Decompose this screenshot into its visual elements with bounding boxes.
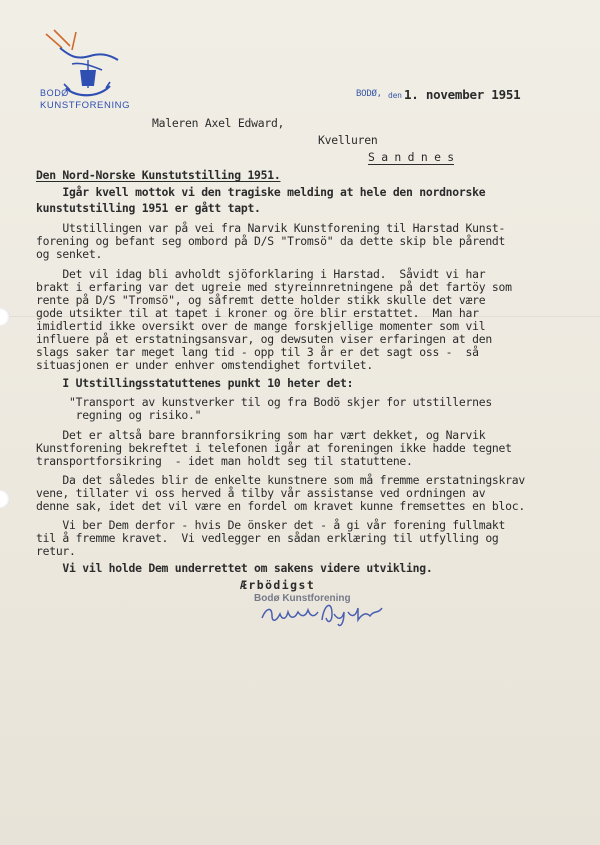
logo-text-line1: BODØ (40, 88, 69, 98)
body-line: denne sak, idet det vil være en fordel om kravet kunne fremsettes en bloc. (36, 499, 525, 513)
stamp: Bodø Kunstforening (254, 593, 351, 604)
body-line: Utstillingen var på vei fra Narvik Kunstforening til Harstad Kunst- (36, 221, 506, 235)
punch-hole (0, 490, 10, 508)
body-line: situasjonen er under enhver omstendighet fortvilet. (36, 358, 373, 372)
logo-text-line2: KUNSTFORENING (40, 100, 131, 111)
date-place: BODØ, (356, 89, 382, 99)
body-line: imidlertid ikke oversikt over de mange forskjellige momenter som vil (36, 319, 486, 333)
body-line: vene, tillater vi oss herved å tilby vår assistanse ved ordningen av (36, 486, 486, 500)
body-line: slags saker tar meget lang tid - opp til 3 år er det sagt oss - så (36, 345, 479, 359)
body-line: forening og befant seg ombord på D/S "Tromsö" da dette skip ble pårendt (36, 234, 506, 248)
body-line: Det vil idag bli avholdt sjöforklaring i Harstad. Såvidt vi har (36, 267, 486, 281)
body-line: og senket. (36, 247, 103, 261)
body-line: influere på et erstatningsansvar, og dewsuten viser erfaringen at den (36, 332, 492, 346)
body-line: transportforsikring - idet man holdt seg til statuttene. (36, 454, 413, 468)
body-line: til å fremme kravet. Vi vedlegger en sådan erklæring til utfylling og (36, 531, 499, 545)
closing: Ærbödigst (240, 578, 316, 592)
date-den: den (388, 91, 402, 100)
body-line: Det er altså bare brannforsikring som har vært dekket, og Narvik (36, 428, 486, 442)
body-line: Vi vil holde Dem underrettet om sakens videre utvikling. (36, 561, 433, 575)
body-line: retur. (36, 544, 76, 558)
body-line: kunstutstilling 1951 er gått tapt. (36, 201, 261, 215)
body-line: Igår kvell mottok vi den tragiske melding at hele den nordnorske (36, 185, 486, 199)
quote-line: regning og risiko." (36, 408, 202, 422)
body-line: I Utstillingsstatuttenes punkt 10 heter det: (36, 376, 354, 390)
recipient-city: S a n d n e s (368, 150, 454, 164)
body-line: rente på D/S "Tromsö", og såfremt dette holder stikk skulle det være (36, 293, 486, 307)
body-line: Vi ber Dem derfor - hvis De önsker det - å gi vår forening fullmakt (36, 518, 506, 532)
body-line: brakt i erfaring var det ugreie med styreinnretningene på det fartöy som (36, 280, 512, 294)
quote-line: "Transport av kunstverker til og fra Bodö skjer for utstillernes (36, 395, 492, 409)
handwritten-signature (258, 594, 398, 630)
body-line: Kunstforening bekreftet i telefonen igår at foreningen ikke hadde tegnet (36, 441, 512, 455)
subject-line: Den Nord-Norske Kunstutstilling 1951. (36, 168, 281, 182)
letter-date: 1. november 1951 (404, 87, 521, 102)
punch-hole (0, 308, 10, 326)
body-line: Da det således blir de enkelte kunstnere som må fremme erstatningskrav (36, 473, 525, 487)
recipient-address: Kvelluren (318, 133, 378, 147)
letterhead-logo (36, 26, 131, 126)
recipient-name: Maleren Axel Edward, (152, 116, 285, 130)
body-line: gode utsikter til at tapet i kroner og öre blir erstattet. Man har (36, 306, 479, 320)
